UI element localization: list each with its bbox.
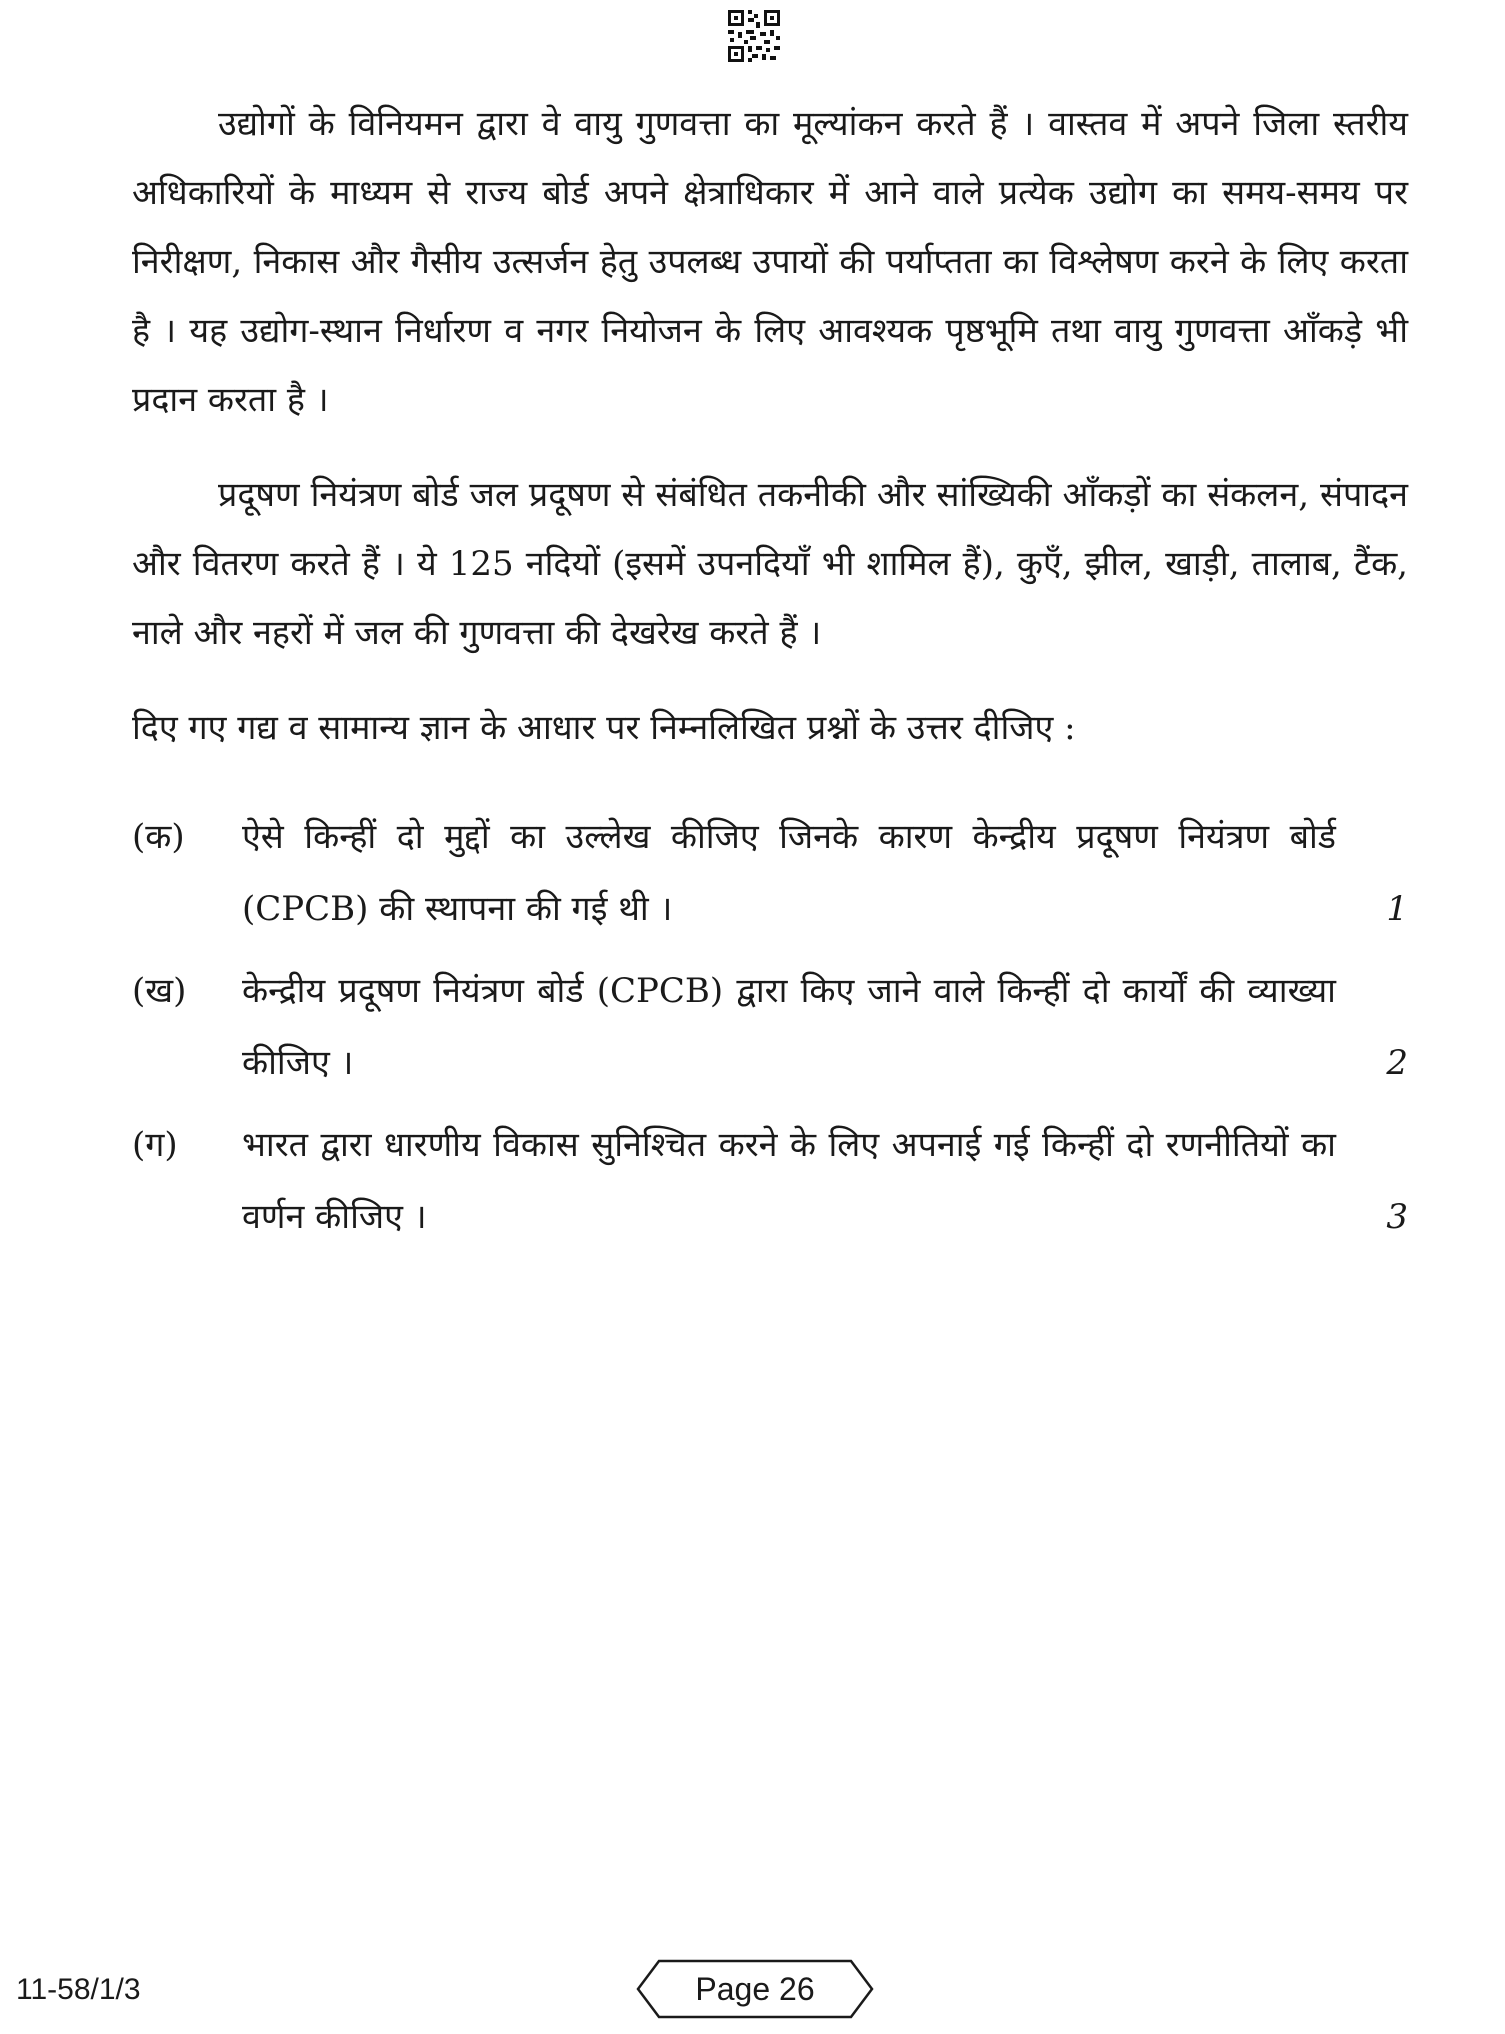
question-item [132, 1109, 1408, 1253]
question-label: (क) [132, 817, 185, 857]
passage-paragraph-1: उद्योगों के विनियमन द्वारा वे वायु गुणवत्ता का मूल्यांकन करते हैं । वास्तव में अपने जिला स्तरीय अधिकारियों के माध्यम से राज्य बोर्ड अपने क्षेत्राधिकार में आने वाले प्रत्येक उद्योग का समय-समय पर निरीक्षण, निकास और गैसीय उत्सर्जन हेतु उपलब्ध उपायों की पर्याप्तता का विश्लेषण करने के लिए करता है । यह उद्योग-स्थान निर्धारण व नगर नियोजन के लिए आवश्यक पृष्ठभूमि तथा वायु गुणवत्ता आँकड़े भी प्रदान करता है । [132, 104, 1408, 420]
question-marks: 1 [1386, 889, 1408, 929]
question-marks: 2 [1386, 1043, 1408, 1083]
paper-code: 11-58/1/3 [16, 1973, 141, 2006]
question-text: केन्द्रीय प्रदूषण नियंत्रण बोर्ड (CPCB) द्वारा किए जाने वाले किन्हीं दो कार्यों की व्याख्या कीजिए । [242, 971, 1336, 1083]
page-content [132, 90, 1408, 1263]
question-instruction: दिए गए गद्य व सामान्य ज्ञान के आधार पर निम्नलिखित प्रश्नों के उत्तर दीजिए : [132, 708, 1076, 748]
question-list [132, 801, 1408, 1253]
question-item [132, 955, 1408, 1099]
question-text: ऐसे किन्हीं दो मुद्दों का उल्लेख कीजिए जिनके कारण केन्द्रीय प्रदूषण नियंत्रण बोर्ड (CPCB) की स्थापना की गई थी । [242, 817, 1336, 929]
qr-code-icon [726, 8, 782, 64]
question-label: (ख) [132, 971, 187, 1011]
passage-paragraph-2: प्रदूषण नियंत्रण बोर्ड जल प्रदूषण से संबंधित तकनीकी और सांख्यिकी आँकड़ों का संकलन, संपादन और वितरण करते हैं । ये 125 नदियों (इसमें उपनदियाँ भी शामिल हैं), कुएँ, झील, खाड़ी, तालाब, टैंक, नाले और नहरों में जल की गुणवत्ता की देखरेख करते हैं । [132, 475, 1408, 653]
question-item [132, 801, 1408, 945]
question-marks: 3 [1386, 1197, 1408, 1237]
question-label: (ग) [132, 1125, 178, 1165]
page-label: Page 26 [695, 1971, 815, 2007]
question-text: भारत द्वारा धारणीय विकास सुनिश्चित करने के लिए अपनाई गई किन्हीं दो रणनीतियों का वर्णन कीजिए । [242, 1125, 1336, 1237]
page-number-badge [635, 1958, 875, 2020]
